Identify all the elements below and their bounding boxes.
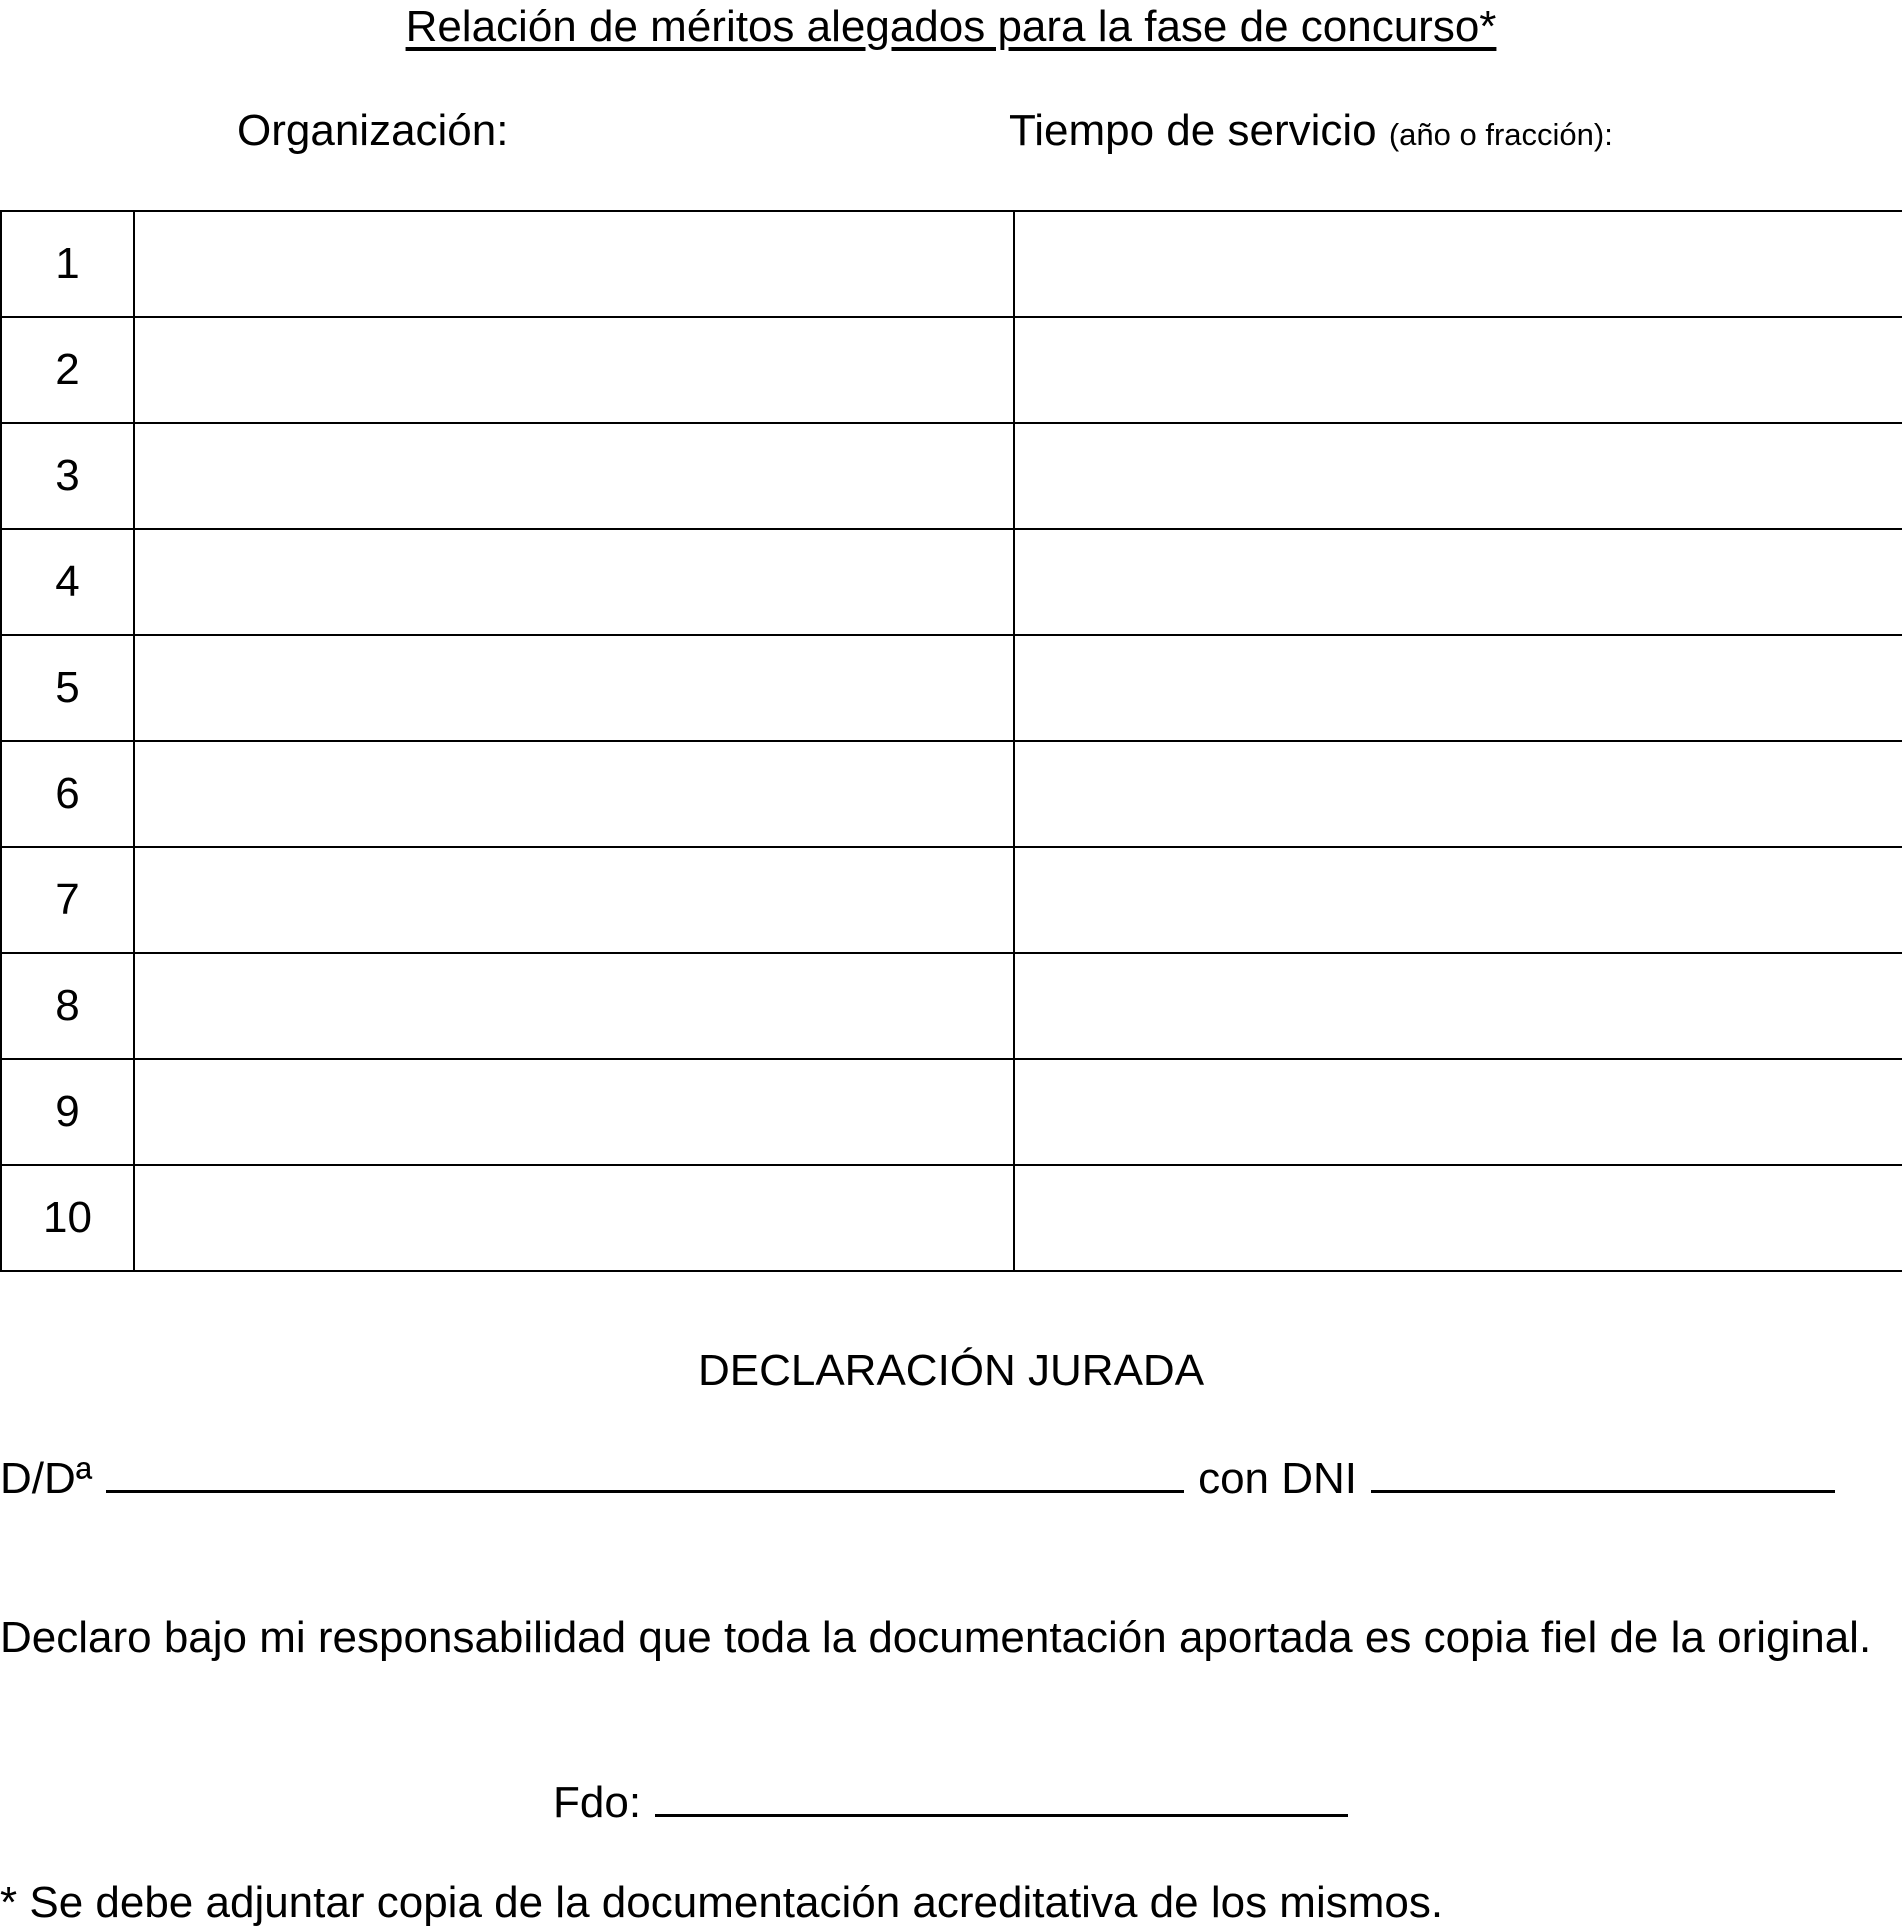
form-title: Relación de méritos alegados para la fase de concurso* <box>405 2 1497 51</box>
row-number: 8 <box>1 953 134 1059</box>
table-row <box>1 317 1902 423</box>
organization-cell[interactable] <box>134 529 1014 635</box>
footnote: * Se debe adjuntar copia de la documentación acreditativa de los mismos. <box>0 1878 1444 1927</box>
table-row <box>1 741 1902 847</box>
organization-cell[interactable] <box>134 1059 1014 1165</box>
row-number: 1 <box>1 211 134 317</box>
table-row <box>1 1165 1902 1271</box>
signature-field[interactable] <box>655 1774 1348 1817</box>
service-time-cell[interactable] <box>1014 317 1902 423</box>
service-time-note: (año o fracción): <box>1388 117 1613 152</box>
row-number: 3 <box>1 423 134 529</box>
table-row <box>1 423 1902 529</box>
organization-cell[interactable] <box>134 741 1014 847</box>
row-number: 10 <box>1 1165 134 1271</box>
row-number: 9 <box>1 1059 134 1165</box>
declarant-line <box>0 1450 1835 1505</box>
dni-label: con DNI <box>1198 1454 1358 1503</box>
table-row <box>1 847 1902 953</box>
row-number: 7 <box>1 847 134 953</box>
name-label: D/Dª <box>0 1454 93 1503</box>
organization-cell[interactable] <box>134 317 1014 423</box>
organization-column-header: Organización: <box>237 106 509 155</box>
table-row <box>1 635 1902 741</box>
service-time-cell[interactable] <box>1014 741 1902 847</box>
organization-cell[interactable] <box>134 635 1014 741</box>
service-time-cell[interactable] <box>1014 423 1902 529</box>
service-time-cell[interactable] <box>1014 1059 1902 1165</box>
merits-table-body <box>1 211 1902 1271</box>
service-time-label: Tiempo de servicio <box>1009 106 1377 155</box>
organization-cell[interactable] <box>134 1165 1014 1271</box>
name-field[interactable] <box>106 1450 1184 1493</box>
service-time-column-header <box>1009 105 1613 161</box>
signature-label: Fdo: <box>553 1778 642 1827</box>
table-row <box>1 211 1902 317</box>
signature-line <box>553 1774 1348 1829</box>
organization-cell[interactable] <box>134 211 1014 317</box>
table-row <box>1 953 1902 1059</box>
table-row <box>1 1059 1902 1165</box>
dni-field[interactable] <box>1371 1450 1835 1493</box>
row-number: 4 <box>1 529 134 635</box>
declaration-title: DECLARACIÓN JURADA <box>697 1346 1205 1395</box>
organization-cell[interactable] <box>134 423 1014 529</box>
merits-table <box>0 210 1902 1272</box>
service-time-cell[interactable] <box>1014 635 1902 741</box>
organization-cell[interactable] <box>134 847 1014 953</box>
service-time-cell[interactable] <box>1014 529 1902 635</box>
row-number: 2 <box>1 317 134 423</box>
service-time-cell[interactable] <box>1014 211 1902 317</box>
declaration-statement: Declaro bajo mi responsabilidad que toda la documentación aportada es copia fiel de la original. <box>0 1613 1872 1662</box>
row-number: 5 <box>1 635 134 741</box>
row-number: 6 <box>1 741 134 847</box>
service-time-cell[interactable] <box>1014 1165 1902 1271</box>
service-time-cell[interactable] <box>1014 847 1902 953</box>
organization-cell[interactable] <box>134 953 1014 1059</box>
table-row <box>1 529 1902 635</box>
service-time-cell[interactable] <box>1014 953 1902 1059</box>
